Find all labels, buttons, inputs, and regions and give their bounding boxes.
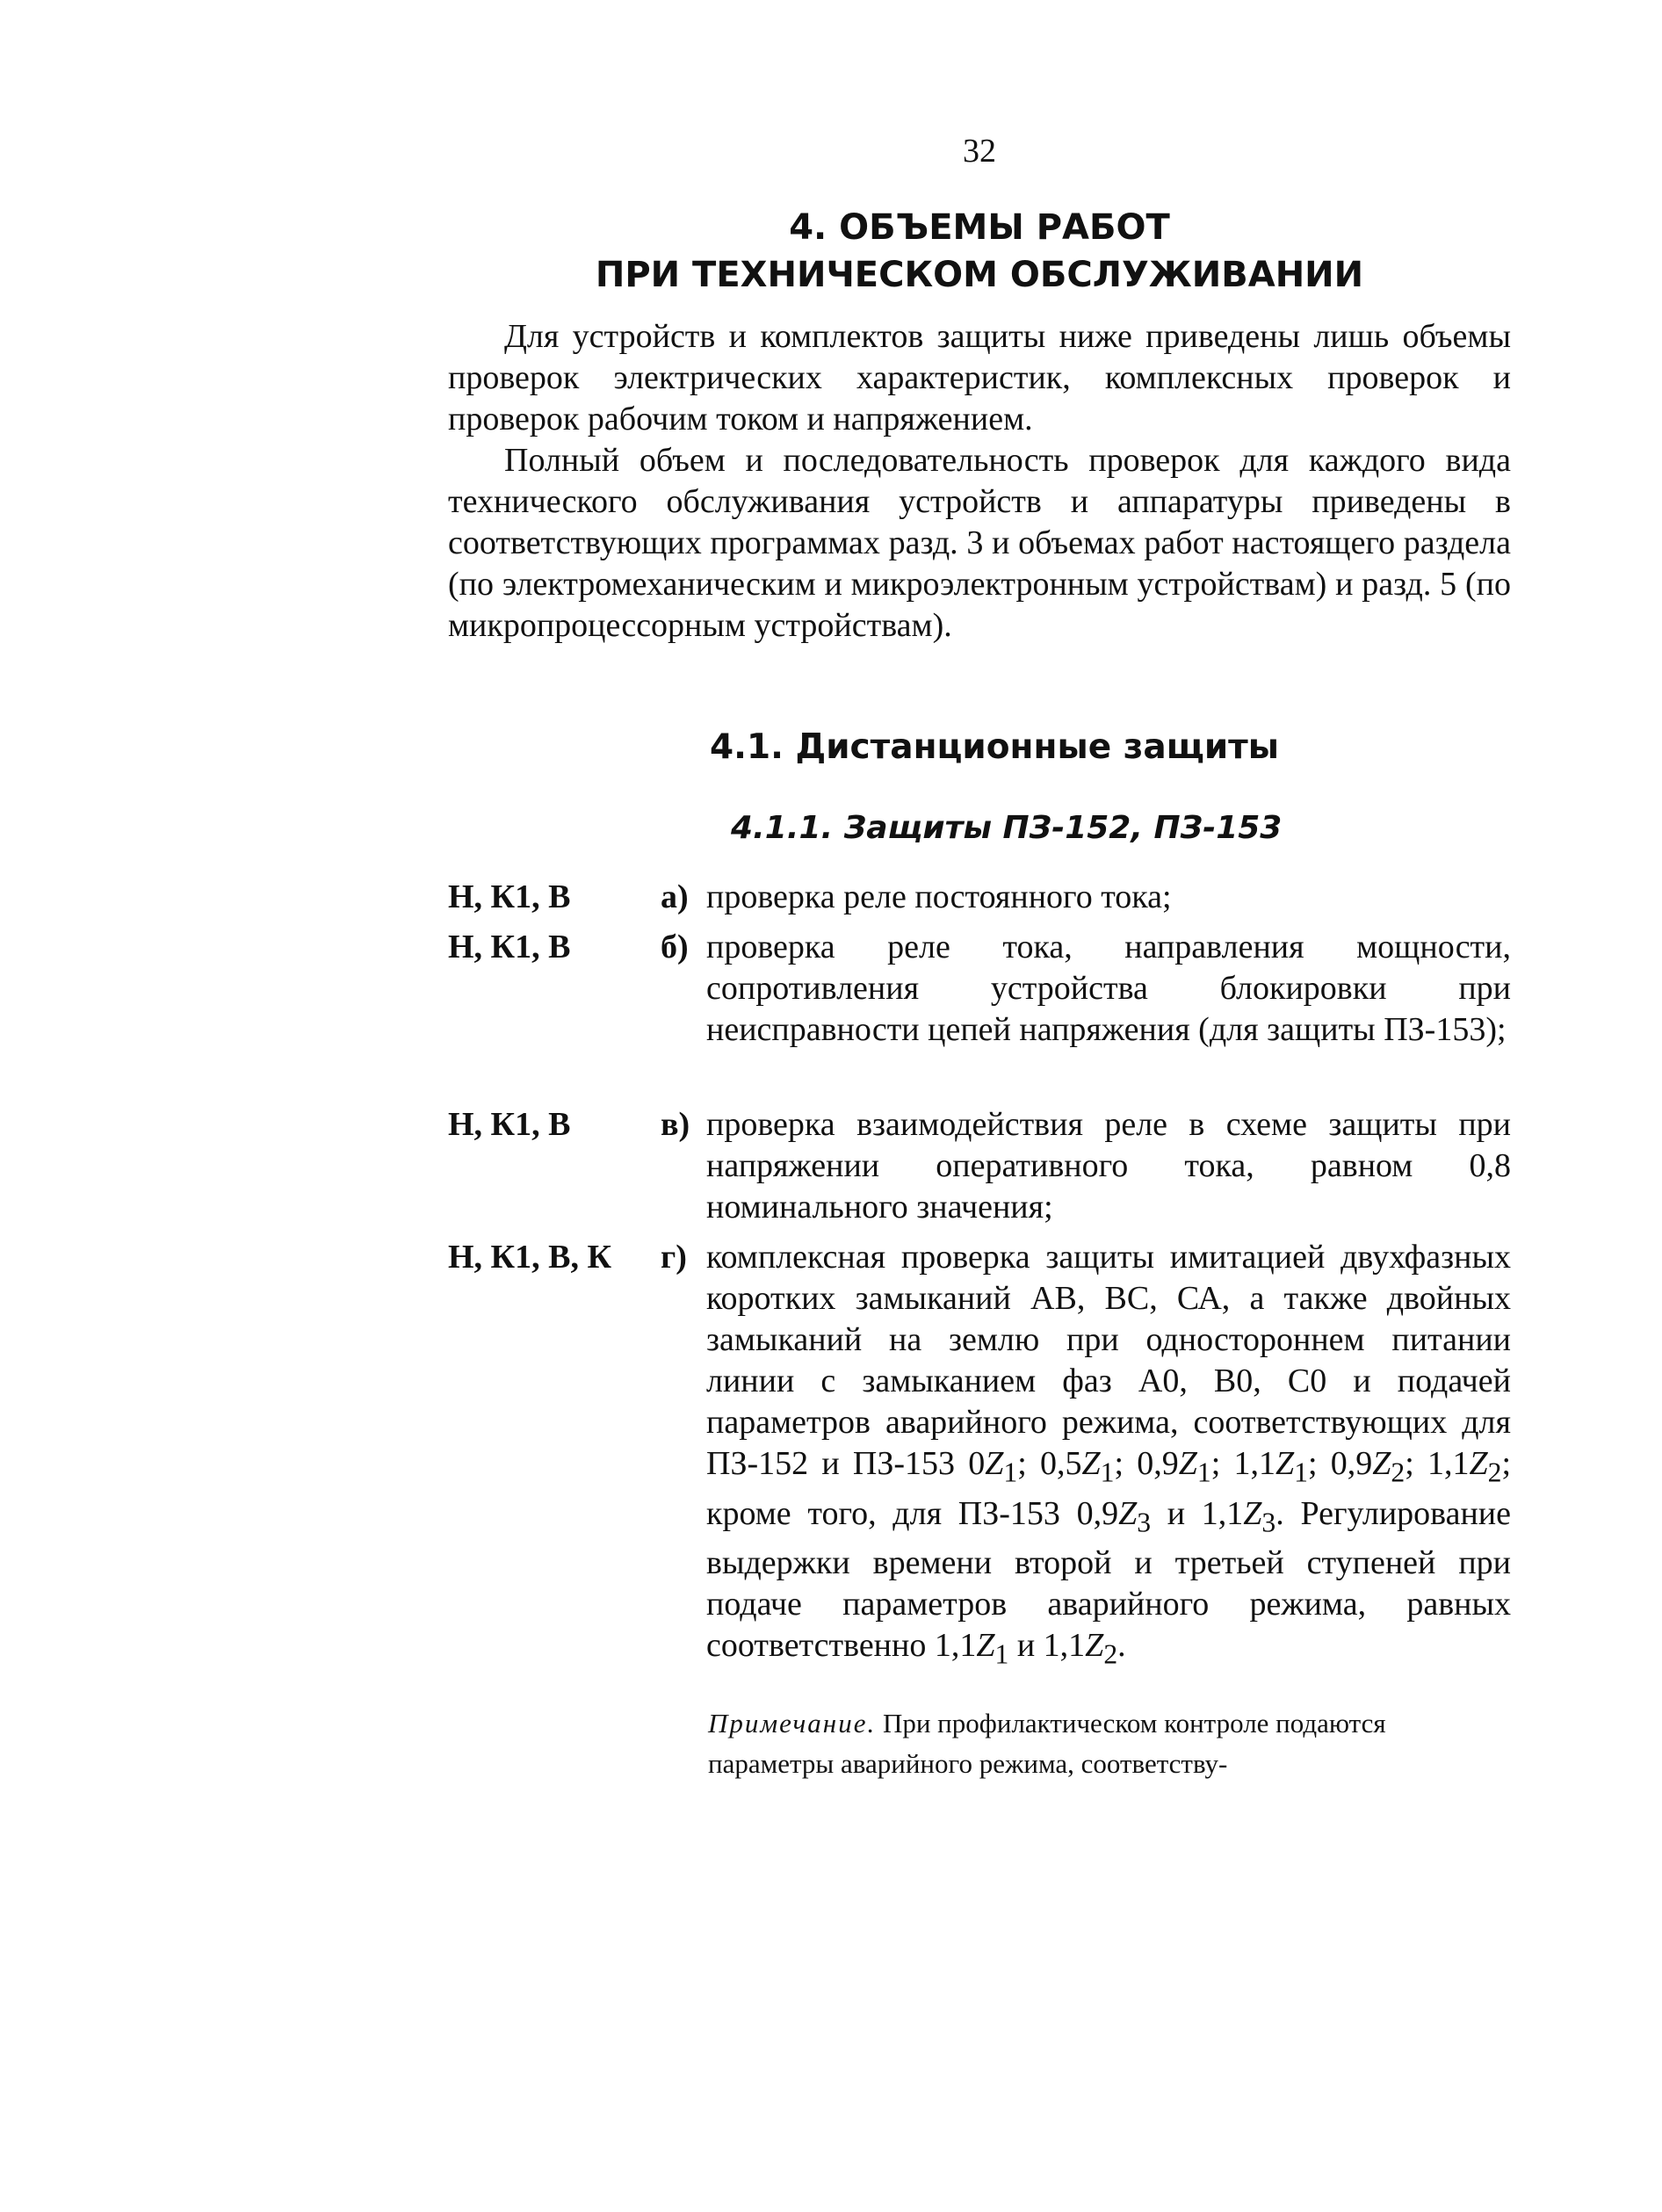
chapter-title [0, 204, 1662, 299]
impedance-symbol: Z [1469, 1445, 1488, 1482]
text-fragment: и 1,1 [1151, 1494, 1244, 1532]
impedance-symbol: Z [1081, 1445, 1101, 1482]
impedance-index: 2 [1487, 1457, 1502, 1488]
impedance-index: 1 [1196, 1457, 1211, 1488]
note [708, 1703, 1518, 1784]
subsection-heading: 4.1.1. Защиты ПЗ-152, ПЗ-153 [731, 810, 1283, 846]
item-text: проверка реле постоянного тока; [706, 878, 1172, 915]
item-text: проверка реле тока, направления мощности, сопротивления устройства блокировки при неисправности цепей напряжения (для защиты ПЗ-153); [706, 929, 1511, 1048]
impedance-index: 1 [1003, 1457, 1018, 1488]
impedance-symbol: Z [985, 1445, 1004, 1482]
impedance-symbol: Z [1275, 1445, 1295, 1482]
impedance-index: 1 [994, 1638, 1009, 1670]
impedance-symbol: Z [1243, 1494, 1262, 1532]
impedance-symbol: Z [1372, 1445, 1391, 1482]
text-fragment: . Регулирование выдержки времени второй и третьей ступеней при подаче параметров аварийного режима, равных соответственно 1,1 [706, 1494, 1512, 1665]
note-label: Примечание. [708, 1708, 877, 1739]
text-fragment: ; 0,9 [1114, 1445, 1179, 1482]
text-fragment: и 1,1 [1008, 1627, 1086, 1665]
impedance-index: 2 [1103, 1638, 1118, 1670]
text-fragment: ; 1,1 [1210, 1445, 1275, 1482]
intro-paragraph-2 [448, 440, 1511, 647]
impedance-symbol: Z [976, 1627, 995, 1665]
impedance-index: 3 [1261, 1507, 1276, 1538]
impedance-index: 2 [1391, 1457, 1405, 1488]
chapter-title-line-1: 4. ОБЪЕМЫ РАБОТ [789, 207, 1170, 248]
text-fragment: . [1117, 1627, 1126, 1665]
impedance-index: 3 [1137, 1507, 1152, 1538]
text-fragment: ; 0,5 [1017, 1445, 1082, 1482]
item-code: Н, К1, В [448, 878, 571, 915]
page-number: 32 [963, 133, 996, 170]
impedance-symbol: Z [1085, 1627, 1104, 1665]
item-letter: а) [661, 878, 689, 915]
intro-paragraph-1 [448, 316, 1511, 440]
impedance-index: 1 [1294, 1457, 1308, 1488]
item-text: проверка взаимодействия реле в схеме защиты при напряжении оперативного тока, равном 0,8 номинального значения; [706, 1106, 1511, 1225]
item-letter: в) [661, 1106, 690, 1143]
chapter-title-line-2: ПРИ ТЕХНИЧЕСКОМ ОБСЛУЖИВАНИИ [595, 255, 1364, 295]
intro-paragraph-1-text: Для устройств и комплектов защиты ниже приведены лишь объемы проверок электрических характеристик, комплексных проверок и проверок рабочим током и напряжением. [448, 318, 1511, 437]
text-fragment: ; кроме того, для ПЗ-153 0,9 [706, 1445, 1512, 1532]
item-letter: г) [661, 1239, 687, 1276]
text-fragment: комплексная проверка защиты имитацией двухфазных коротких замыканий АВ, ВС, СА, а также двойных замыканий на землю при одностороннем питании линии с замыканием фаз А0, В0, С0 и подачей параметров аварийного режима, соответствующих для ПЗ-152 и ПЗ-153 0 [706, 1239, 1511, 1482]
impedance-symbol: Z [1178, 1445, 1197, 1482]
item-text-complex [706, 1237, 1511, 1675]
text-fragment: ; 1,1 [1405, 1445, 1470, 1482]
section-heading: 4.1. Дистанционные защиты [710, 727, 1280, 767]
item-code: Н, К1, В [448, 1106, 571, 1143]
item-letter: б) [661, 929, 689, 965]
intro-paragraph-2-text: Полный объем и последовательность проверок для каждого вида технического обслуживания устройств и аппаратуры приведены в соответствующих программах разд. 3 и объемах работ настоящего раздела (по электромеханическим и микроэлектронным устройствам) и разд. 5 (по микропроцессорным устройствам). [448, 442, 1511, 644]
impedance-index: 1 [1100, 1457, 1115, 1488]
note-text: При профилактическом контроле подаются параметры аварийного режима, соответству- [708, 1708, 1386, 1779]
text-fragment: ; 0,9 [1307, 1445, 1373, 1482]
item-code: Н, К1, В [448, 929, 571, 965]
impedance-symbol: Z [1118, 1494, 1138, 1532]
item-code: Н, К1, В, К [448, 1239, 612, 1276]
